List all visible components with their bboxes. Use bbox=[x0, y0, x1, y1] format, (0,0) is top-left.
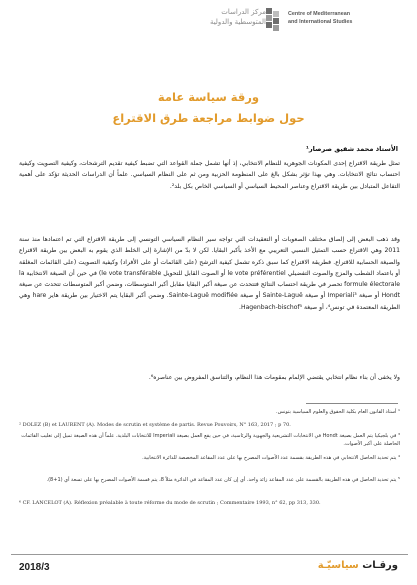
issue-number: 2018/3 bbox=[19, 562, 50, 573]
footnote-6: ⁶ CF. LANCELOT (A). Réflexion préalable à toute réforme du mode de scrutin ; Commentaire 1993, n° 62, pp 313, 330. bbox=[19, 500, 321, 506]
org-name-english bbox=[288, 10, 406, 26]
paragraph-3: ولا يخفى أن بناء نظام انتخابي يقتضي الإلمام بمقومات هذا النظام، والتناسق المفروض بين عناصره⁶. bbox=[148, 374, 400, 381]
org-name-arabic-line1: مركز الدراسات bbox=[221, 8, 266, 16]
footnote-2: ² DOLEZ (B) et LAURENT (A). Modes de scrutin et système de partis. Revue Pouvoirs, N° 163, 2017 ; p 70. bbox=[19, 422, 291, 428]
org-name-arabic bbox=[146, 7, 266, 27]
footnote-1: ¹ أستاذ القانون العام بكلية الحقوق والعلوم السياسية بتونس. bbox=[276, 409, 400, 415]
org-name-english-line2: and International Studies bbox=[288, 19, 353, 25]
org-logo-icon bbox=[266, 8, 280, 34]
series-brand bbox=[318, 560, 398, 571]
footnote-divider bbox=[306, 403, 398, 404]
paragraph-1: تمثل طريقة الاقتراع إحدى المكونات الجوهرية للنظام الانتخابي، إذ أنها تشمل جملة القواعد التي تضبط كيفية تقديم الترشحات، وكيفية التصويت وكيفية احتساب نتائج الانتخابات. وهي بهذا تؤثر بشكل بالغ على المنظومة الحزبية ومن ثم على النظام السياسي. علماً أن الدراسات الحديثة تؤكد على أهمية التفاعل المتبادل بين طريقة الاقتراع وعناصر المحيط السياسي أو السياسي الخاص بكل بلد². bbox=[19, 160, 400, 190]
doc-title-line2: حول ضوابط مراجعة طرق الاقتراع bbox=[112, 111, 305, 125]
footnote-4: ⁴ يتم تحديد الحاصل الانتخابي في هذه الطريقة بقسمة عدد الأصوات المصرح بها على عدد المقاعد المخصصة للدائرة الانتخابية. bbox=[142, 455, 400, 461]
footer-divider bbox=[11, 554, 408, 555]
paragraph-2: وقد ذهب البعض إلى إلصاق مختلف الصعوبات أو التعقيدات التي تواجه سير النظام السياسي التونسي إلى طريقة الاقتراع التي تم اعتمادها منذ سنة 2011 وهي الاقتراع حسب التمثيل النسبي التعريبي مع الأخذ بأكبر البقايا. لكن لا بدّ من الإشارة إلى الخلط الذي يقوم به البعض بين طريقة الاقتراع والصيغة الحسابية للاقتراع. فطريقة الاقتراع كما سبق ذكره تشمل كيفية الترشح (على القائمات أو على الأفراد) وكيفية التصويت (على القائمات المغلقة أو باعتماد الشطب والمزج والصوت التفضيلي le vote préférentiel أو الصوت القابل للتحويل le vote transférable) في حين أن الصيغة الانتخابية la formule électorale تحصر في طريقة احتساب النتائج فتتحدث عن صيغة أكبر البقايا مقابل أكبر المتوسطات، وضمن أكبر المتوسطات تتحدث عن صيغة Hondt أو صيغة Imperiali³ أو صيغة Sainte-Laguë أو صيغة Sainte-Laguë modifiée. وضمن أكبر البقايا يتم الاختيار بين طريقة هاير hare وهي الطريقة المعتمدة في تونس⁴، أو صيغة Hagenbach-bischof⁵. bbox=[19, 236, 400, 311]
footnote-5: ⁵ يتم تحديد الحاصل في هذه الطريقة بالقسمة على عدد المقاعد زائد واحد. أي إن كان عدد المقاعد في الدائرة مثلاً 8، يتم قسمة الأصوات المصرح بها على تسعة أي (1+8). bbox=[46, 477, 400, 483]
org-name-arabic-line2: المتوسطية والدولية bbox=[209, 18, 266, 26]
footnote-3: ³ في بلجيكيا يتم العمل بصيغة Hondt في الانتخابات التشريعية والجهوية والرئاسية، في حين يقع العمل بصيغة Imperiali للانتخابات البلدية. علماً أن هذه الصيغة تميل إلى تغليب القائمات الحاصلة على أكبر الأصوات. bbox=[21, 433, 400, 448]
series-brand-word1: ورقـات bbox=[362, 560, 398, 571]
doc-title-line1: ورقة سياسة عامة bbox=[157, 90, 260, 104]
org-name-english-line1: Centre of Mediterranean bbox=[288, 11, 351, 17]
author-line: الأستاذ محمد شفيق صرصار¹ bbox=[305, 145, 398, 153]
series-brand-word2: سياسيّـة bbox=[317, 560, 359, 571]
